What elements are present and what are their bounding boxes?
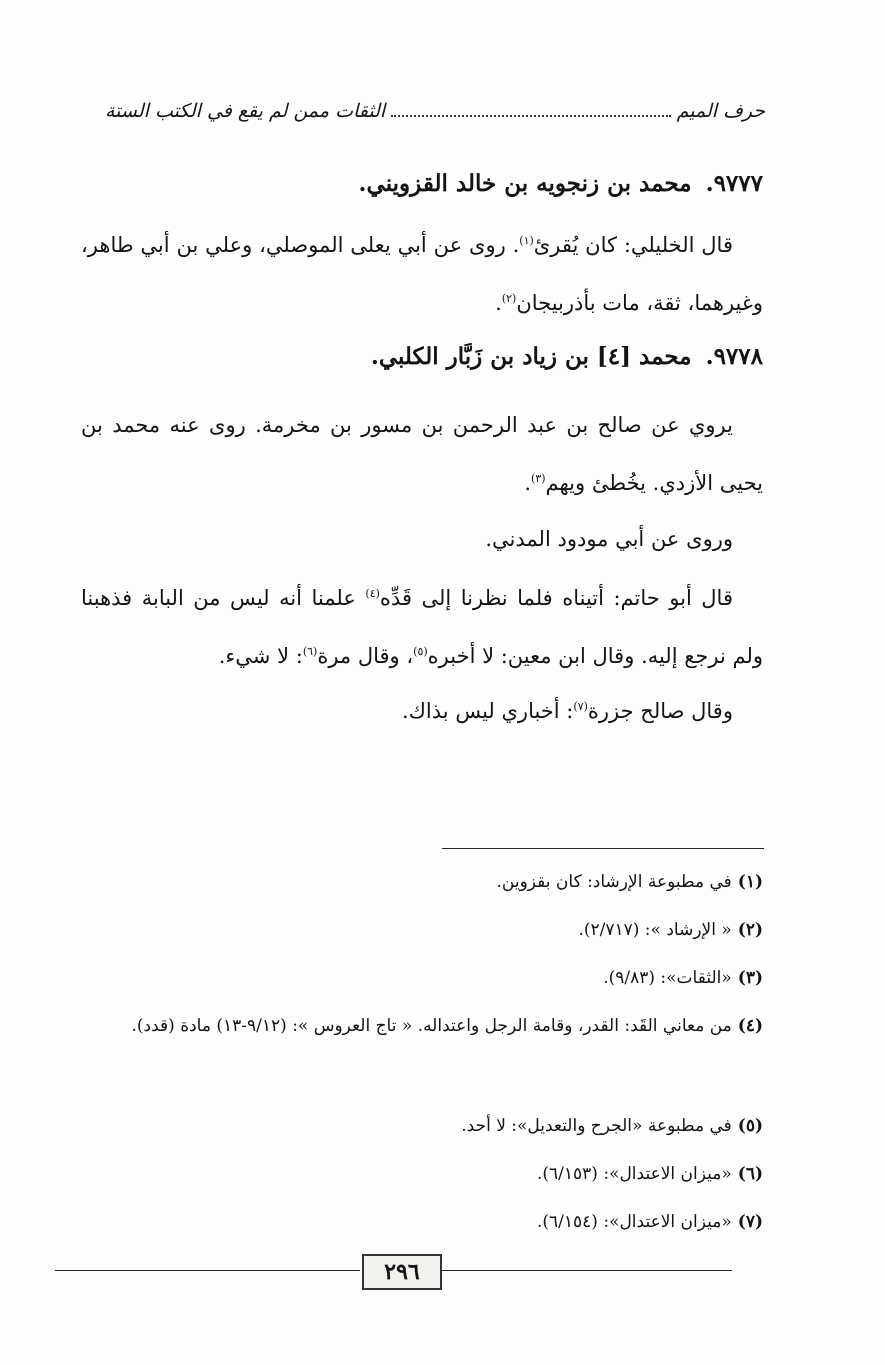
- paragraph-abu-mawdud: [81, 510, 763, 568]
- paragraph-salih-jazara: [81, 682, 763, 740]
- footnote-text: في مطبوعة «الجرح والتعديل»: لا أحد.: [461, 1116, 732, 1136]
- paragraph-narration: [81, 396, 763, 512]
- footnote-2: [73, 904, 763, 956]
- text-run: .: [524, 471, 532, 495]
- footnote-number: (٢): [737, 920, 763, 940]
- footnote-number: (٥): [737, 1116, 763, 1136]
- header-chapter: حرف الميم: [676, 100, 765, 122]
- text-run: قال أبو حاتم: أتيناه فلما نظرنا إلى قَدِّه: [379, 586, 733, 610]
- text-run: وقال صالح جزرة: [587, 699, 733, 723]
- footnote-text: «الثقات»: (٩/٨٣).: [603, 968, 732, 988]
- text-run: : أخباري ليس بذاك.: [401, 699, 574, 723]
- footnote-6: [73, 1148, 763, 1200]
- header-dot-leader: [391, 115, 670, 117]
- text-run: يروي عن صالح بن عبد الرحمن بن مسور بن مخرمة. روى عنه محمد بن يحيى الأزدي. يخُطئ ويهم: [81, 413, 763, 495]
- footnote-number: (٧): [737, 1212, 763, 1232]
- footnote-number: (٦): [737, 1164, 763, 1184]
- entry-heading-9777: [359, 170, 763, 197]
- footnote-ref-1: (١): [519, 234, 534, 247]
- footnote-7: [73, 1196, 763, 1248]
- paragraph-abu-hatim: [81, 569, 763, 685]
- text-run: علمنا أنه ليس من البابة فذهبنا ولم نرجع إليه. وقال ابن معين: لا أخبره: [81, 586, 763, 668]
- footnote-number: (٤): [737, 1016, 763, 1036]
- page-number: ٢٩٦: [362, 1254, 442, 1290]
- text-run: .: [495, 291, 502, 315]
- entry-name: محمد [٤] بن زياد بن زَبَّار الكلبي.: [370, 343, 692, 370]
- footnote-text: في مطبوعة الإرشاد: كان بقزوين.: [496, 872, 732, 892]
- paragraph-khalili: [81, 216, 763, 332]
- footnote-ref-2: (٢): [501, 292, 517, 305]
- header-book-title: الثقات ممن لم يقع في الكتب الستة: [105, 100, 386, 122]
- footnote-ref-4: (٤): [365, 587, 380, 600]
- footnote-3: [73, 952, 763, 1004]
- footnote-text: «ميزان الاعتدال»: (٦/١٥٣).: [536, 1164, 732, 1184]
- text-run: وروى عن أبي مودود المدني.: [485, 527, 733, 551]
- footnote-text: «ميزان الاعتدال»: (٦/١٥٤).: [536, 1212, 732, 1232]
- entry-number: ٩٧٧٧.: [705, 170, 763, 197]
- running-header: [105, 100, 765, 122]
- footer-rule-right: [440, 1270, 732, 1271]
- entry-heading-9778: [371, 343, 763, 370]
- entry-name: محمد بن زنجويه بن خالد القزويني.: [358, 170, 692, 197]
- footnote-ref-3: (٣): [531, 472, 546, 485]
- footnote-ref-7: (٧): [573, 700, 588, 713]
- footer-rule-left: [55, 1270, 360, 1271]
- footnote-number: (١): [737, 872, 763, 892]
- footnote-5: [73, 1100, 763, 1152]
- text-run: . روى عن أبي يعلى الموصلي، وعلي بن أبي طاهر، وغيرهما، ثقة، مات بأذربيجان: [81, 233, 763, 315]
- footnote-4: [73, 1000, 763, 1052]
- footnote-ref-6: (٦): [302, 645, 318, 658]
- text-run: قال الخليلي: كان يُقرئ: [533, 233, 733, 257]
- footnote-1: [73, 856, 763, 908]
- entry-number: ٩٧٧٨.: [705, 343, 763, 370]
- footnote-ref-5: (٥): [413, 645, 428, 658]
- footnote-separator: [442, 848, 764, 849]
- footnote-number: (٣): [737, 968, 763, 988]
- text-run: ، وقال مرة: [317, 644, 414, 668]
- footnote-text: « الإرشاد »: (٢/٧١٧).: [578, 920, 732, 940]
- footnote-text: من معاني القَد: القدر، وقامة الرجل واعتداله. « تاج العروس »: (٩/١٢-١٣) مادة (قدد).: [131, 1016, 732, 1036]
- text-run: : لا شيء.: [218, 644, 303, 668]
